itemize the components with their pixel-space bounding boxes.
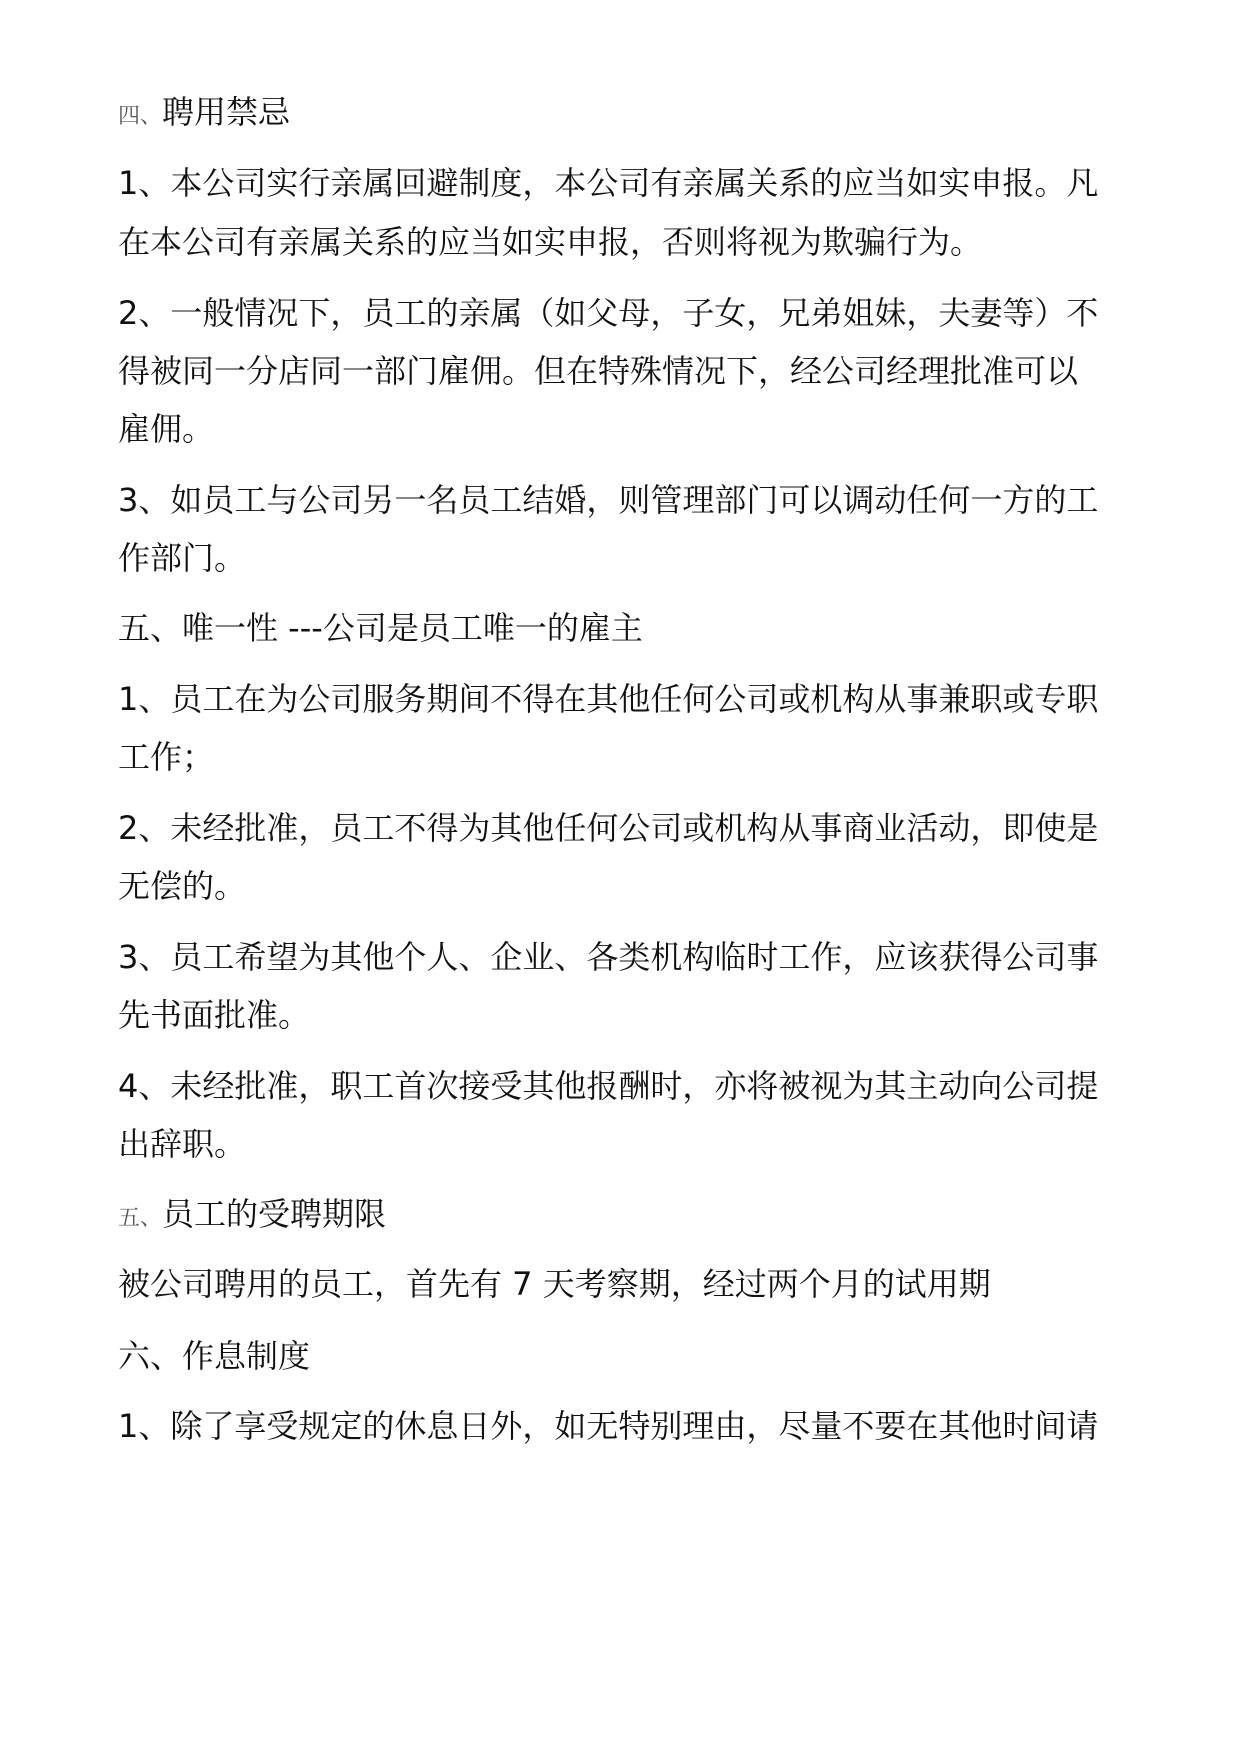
paragraph-line: 无偿的。	[118, 867, 247, 905]
paragraph-line: 4、未经批准，职工首次接受其他报酬时，亦将被视为其主动向公司提	[118, 1067, 1099, 1105]
paragraph-line: 雇佣。	[118, 410, 215, 448]
paragraph-line: 3、如员工与公司另一名员工结婚，则管理部门可以调动任何一方的工	[118, 481, 1099, 519]
section-heading-5-uniqueness: 五、唯一性 ---公司是员工唯一的雇主	[118, 609, 643, 647]
paragraph-line: 1、员工在为公司服务期间不得在其他任何公司或机构从事兼职或专职	[118, 680, 1099, 718]
paragraph-line: 作部门。	[118, 539, 247, 577]
paragraph-line: 得被同一分店同一部门雇佣。但在特殊情况下，经公司经理批准可以	[118, 352, 1079, 390]
section-heading-5-employment-term	[118, 1194, 1128, 1239]
section-title: 员工的受聘期限	[162, 1195, 387, 1233]
paragraph-line: 2、一般情况下，员工的亲属（如父母，子女，兄弟姐妹，夫妻等）不	[118, 294, 1099, 332]
section-title: 聘用禁忌	[162, 93, 291, 131]
paragraph-line: 先书面批准。	[118, 996, 311, 1034]
section-heading-4	[118, 92, 1128, 137]
paragraph-line: 1、除了享受规定的休息日外，如无特别理由，尽量不要在其他时间请	[118, 1407, 1099, 1445]
paragraph-line: 3、员工希望为其他个人、企业、各类机构临时工作，应该获得公司事	[118, 938, 1099, 976]
section-number: 四、	[118, 104, 163, 129]
paragraph-line: 2、未经批准，员工不得为其他任何公司或机构从事商业活动，即使是	[118, 809, 1099, 847]
section-number: 五、	[118, 1206, 163, 1231]
section-heading-6: 六、作息制度	[118, 1337, 311, 1375]
paragraph-line: 出辞职。	[118, 1125, 247, 1163]
paragraph-line: 1、本公司实行亲属回避制度，本公司有亲属关系的应当如实申报。凡	[118, 164, 1099, 202]
paragraph-line: 被公司聘用的员工，首先有 7 天考察期，经过两个月的试用期	[118, 1265, 991, 1303]
paragraph-line: 工作；	[118, 738, 215, 776]
paragraph-line: 在本公司有亲属关系的应当如实申报，否则将视为欺骗行为。	[118, 223, 983, 261]
